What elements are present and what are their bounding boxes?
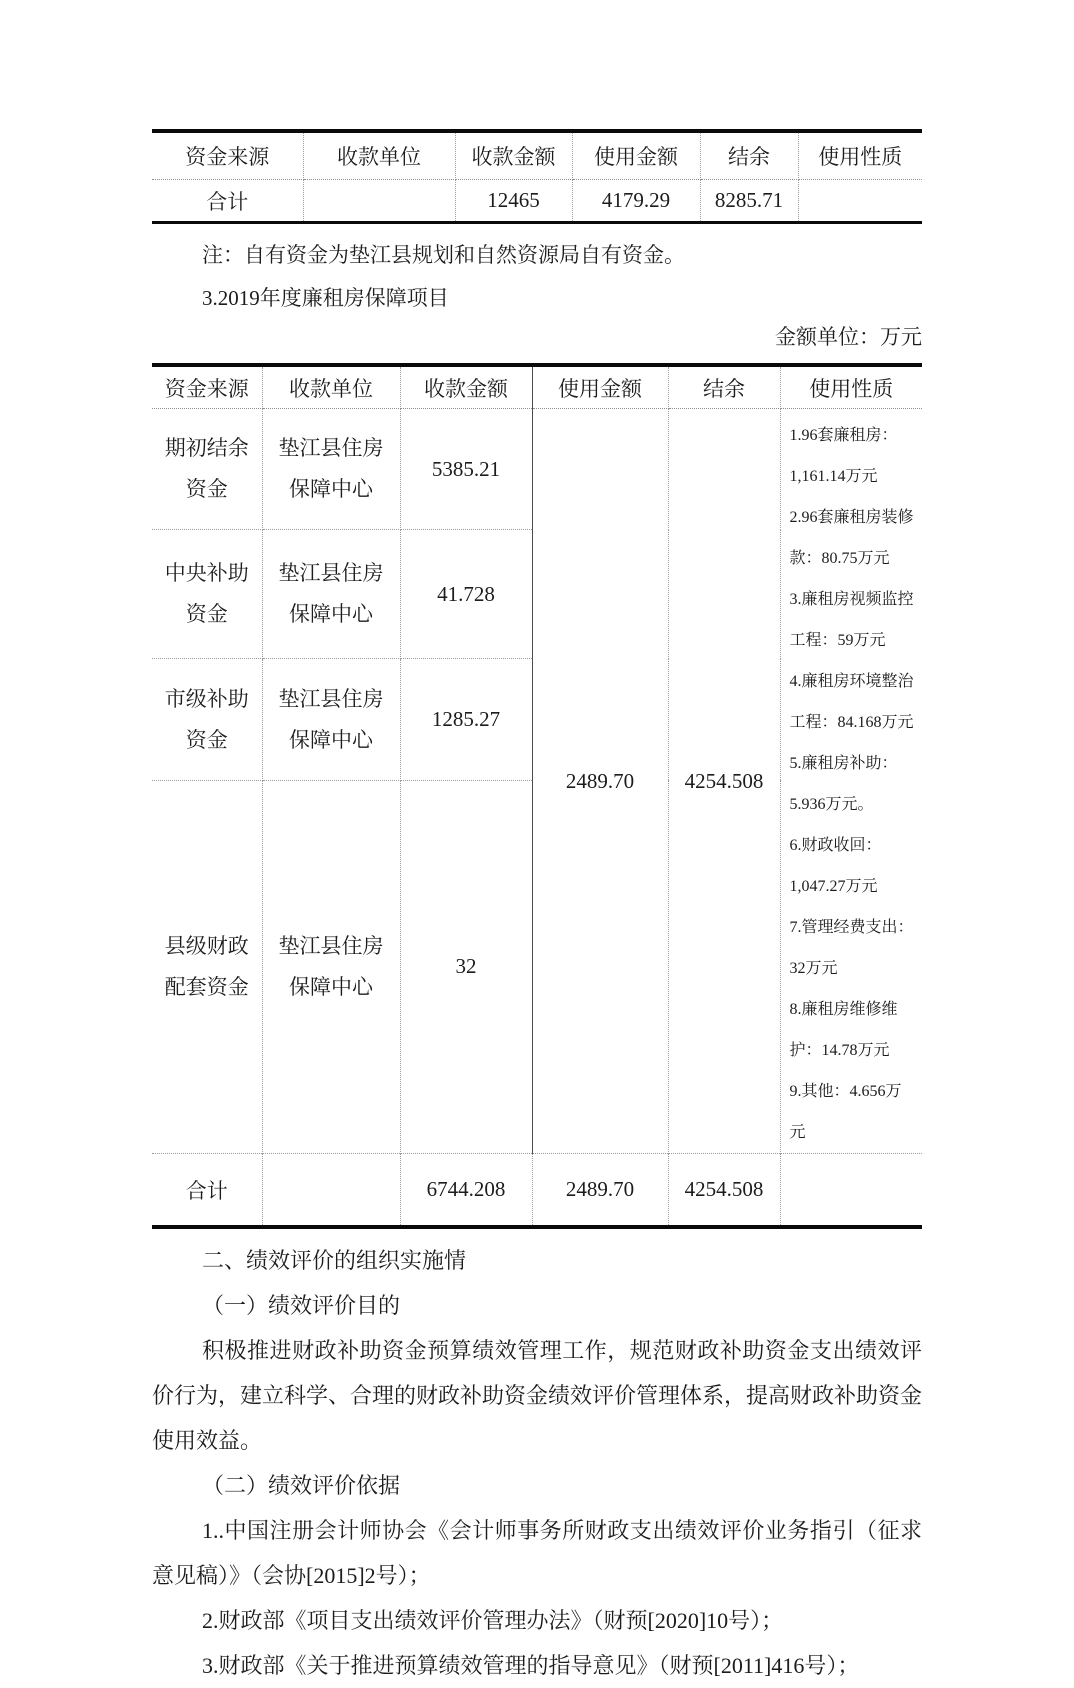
column-header-used: 使用金额 [572, 131, 700, 180]
column-header-payee: 收款单位 [303, 131, 455, 180]
usage-item: 4.廉租房环境整治工程：84.168万元 [789, 673, 914, 731]
usage-item: 7.管理经费支出：32万元 [789, 919, 914, 977]
column-header-usage: 使用性质 [798, 131, 922, 180]
subsection1-body: 积极推进财政补助资金预算绩效管理工作，规范财政补助资金支出绩效评价行为，建立科学、合理的财政补助资金绩效评价管理体系，提高财政补助资金使用效益。 [152, 1338, 923, 1453]
cell-total-usage [780, 1154, 922, 1228]
cell-payee: 垫江县住房保障中心 [262, 530, 400, 659]
cell-source: 期初结余资金 [152, 409, 262, 530]
usage-item: 3.廉租房视频监控工程：59万元 [789, 591, 914, 649]
usage-item: 9.其他：4.656万元 [789, 1083, 902, 1141]
column-header-source: 资金来源 [152, 131, 303, 180]
table-header-row [152, 131, 922, 180]
column-header-balance: 结余 [700, 131, 798, 180]
cell-payee: 垫江县住房保障中心 [262, 780, 400, 1153]
cell-source: 中央补助资金 [152, 530, 262, 659]
usage-item: 5.廉租房补助：5.936万元。 [789, 755, 898, 813]
table-header-row [152, 365, 922, 409]
cell-total-received: 12465 [455, 180, 572, 223]
cell-source: 县级财政配套资金 [152, 780, 262, 1153]
amount-unit-note: 金额单位：万元 [775, 325, 922, 349]
cell-usage-nature [780, 409, 922, 1154]
usage-item: 1.96套廉租房：1,161.14万元 [789, 427, 898, 485]
cell-total-label: 合计 [152, 1154, 262, 1228]
table-row [152, 409, 922, 530]
cell-received: 41.728 [400, 530, 532, 659]
cell-payee: 垫江县住房保障中心 [262, 659, 400, 780]
basis-item-1: 1..中国注册会计师协会《会计师事务所财政支出绩效评价业务指引（征求意见稿）》（会协[2015]2号）； [152, 1518, 922, 1588]
column-header-received: 收款金额 [400, 365, 532, 409]
cell-total-label: 合计 [152, 180, 303, 223]
cell-payee: 垫江县住房保障中心 [262, 409, 400, 530]
subsection1-title: （一）绩效评价目的 [202, 1293, 401, 1318]
column-header-received: 收款金额 [455, 131, 572, 180]
cell-source: 市级补助资金 [152, 659, 262, 780]
cell-received: 32 [400, 780, 532, 1153]
column-header-balance: 结余 [668, 365, 780, 409]
cell-total-received: 6744.208 [400, 1154, 532, 1228]
funding-summary-table [152, 129, 922, 224]
document-page [152, 129, 922, 1688]
cell-total-payee [262, 1154, 400, 1228]
section2-heading: 二、绩效评价的组织实施情 [202, 1248, 467, 1273]
column-header-payee: 收款单位 [262, 365, 400, 409]
cell-received: 1285.27 [400, 659, 532, 780]
usage-item: 6.财政收回：1,047.27万元 [789, 837, 882, 895]
subsection2-title: （二）绩效评价依据 [202, 1473, 401, 1498]
cell-total-usage [798, 180, 922, 223]
column-header-usage: 使用性质 [780, 365, 922, 409]
table-total-row [152, 180, 922, 223]
table-total-row [152, 1154, 922, 1228]
cell-balance-merged: 4254.508 [668, 409, 780, 1154]
section3-title: 3.2019年度廉租房保障项目 [202, 286, 449, 310]
column-header-used: 使用金额 [532, 365, 668, 409]
column-header-source: 资金来源 [152, 365, 262, 409]
basis-item-2: 2.财政部《项目支出绩效评价管理办法》（财预[2020]10号）； [202, 1608, 784, 1633]
cell-total-used: 4179.29 [572, 180, 700, 223]
usage-item: 8.廉租房维修维护：14.78万元 [789, 1001, 898, 1059]
table-footnote: 注：自有资金为垫江县规划和自然资源局自有资金。 [202, 243, 685, 267]
basis-item-3: 3.财政部《关于推进预算绩效管理的指导意见》（财预[2011]416号）； [202, 1653, 860, 1678]
cell-total-balance: 4254.508 [668, 1154, 780, 1228]
usage-item: 2.96套廉租房装修款：80.75万元 [789, 509, 914, 567]
cell-received: 5385.21 [400, 409, 532, 530]
cell-total-used: 2489.70 [532, 1154, 668, 1228]
cell-total-balance: 8285.71 [700, 180, 798, 223]
cell-used-merged: 2489.70 [532, 409, 668, 1154]
cell-total-payee [303, 180, 455, 223]
housing-project-table [152, 363, 922, 1229]
